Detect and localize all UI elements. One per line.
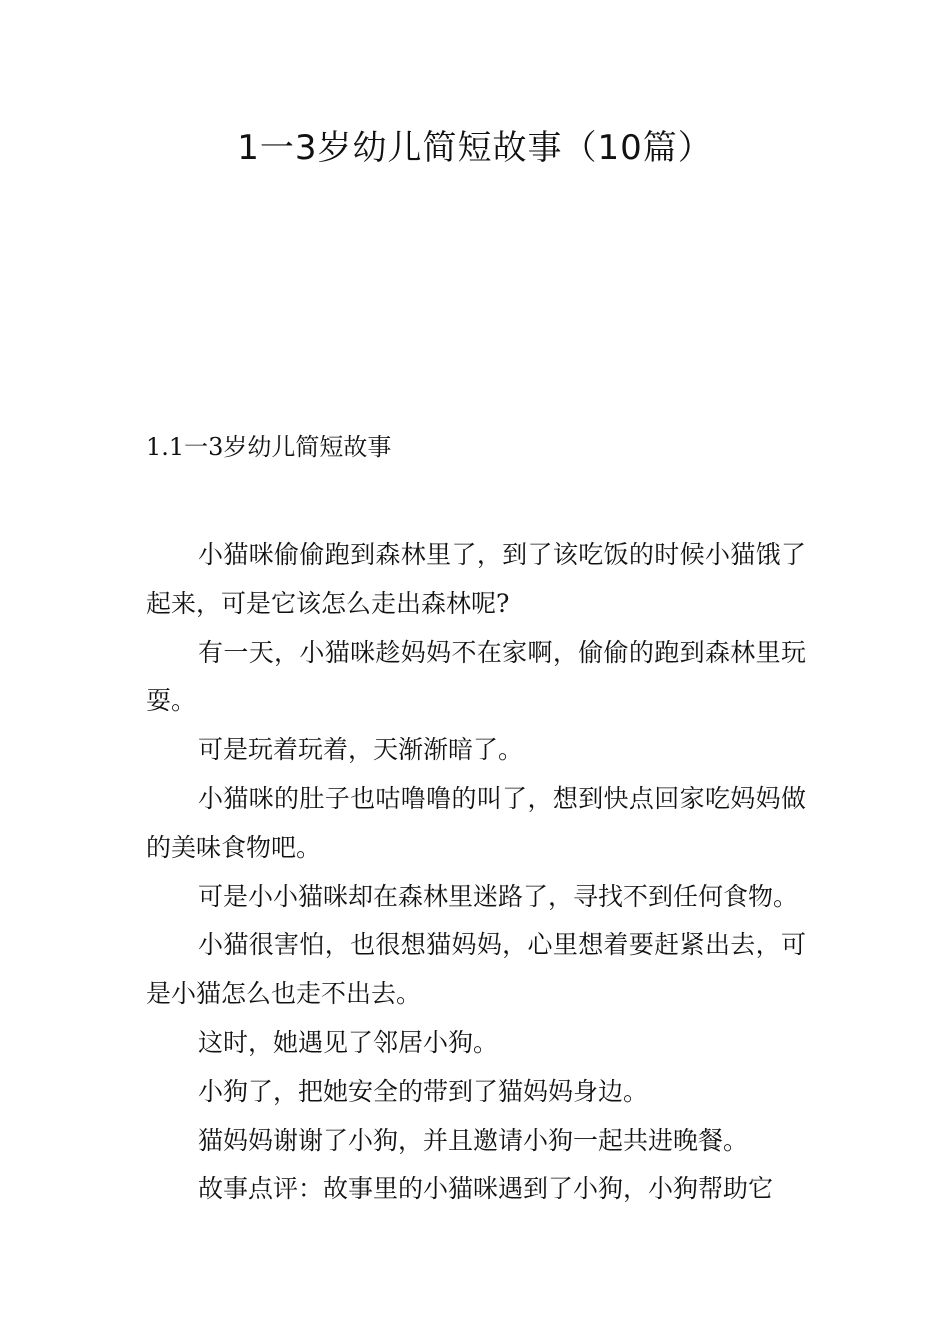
story-paragraph: 有一天，小猫咪趁妈妈不在家啊，偷偷的跑到森林里玩耍。	[146, 637, 806, 716]
story-paragraph: 小猫咪偷偷跑到森林里了，到了该吃饭的时候小猫饿了起来，可是它该怎么走出森林呢?	[146, 540, 806, 618]
story-paragraph: 小狗了，把她安全的带到了猫妈妈身边。	[198, 1076, 649, 1106]
document-title: 1一3岁幼儿简短故事（10篇）	[237, 128, 713, 168]
story-paragraph: 可是小小猫咪却在森林里迷路了，寻找不到任何食物。	[198, 881, 799, 911]
story-paragraph: 猫妈妈谢谢了小狗，并且邀请小狗一起共进晚餐。	[198, 1125, 749, 1155]
story-body	[146, 531, 806, 1214]
story-paragraph: 小猫咪的肚子也咕噜噜的叫了，想到快点回家吃妈妈做的美味食物吧。	[146, 783, 806, 862]
story-paragraph: 这时，她遇见了邻居小狗。	[198, 1027, 499, 1057]
section-heading: 1.1一3岁幼儿简短故事	[146, 433, 392, 461]
story-paragraph: 故事点评：故事里的小猫咪遇到了小狗，小狗帮助它	[198, 1174, 774, 1204]
story-paragraph: 小猫很害怕，也很想猫妈妈，心里想着要赶紧出去，可是小猫怎么也走不出去。	[146, 930, 806, 1009]
story-paragraph: 可是玩着玩着，天渐渐暗了。	[198, 735, 524, 765]
